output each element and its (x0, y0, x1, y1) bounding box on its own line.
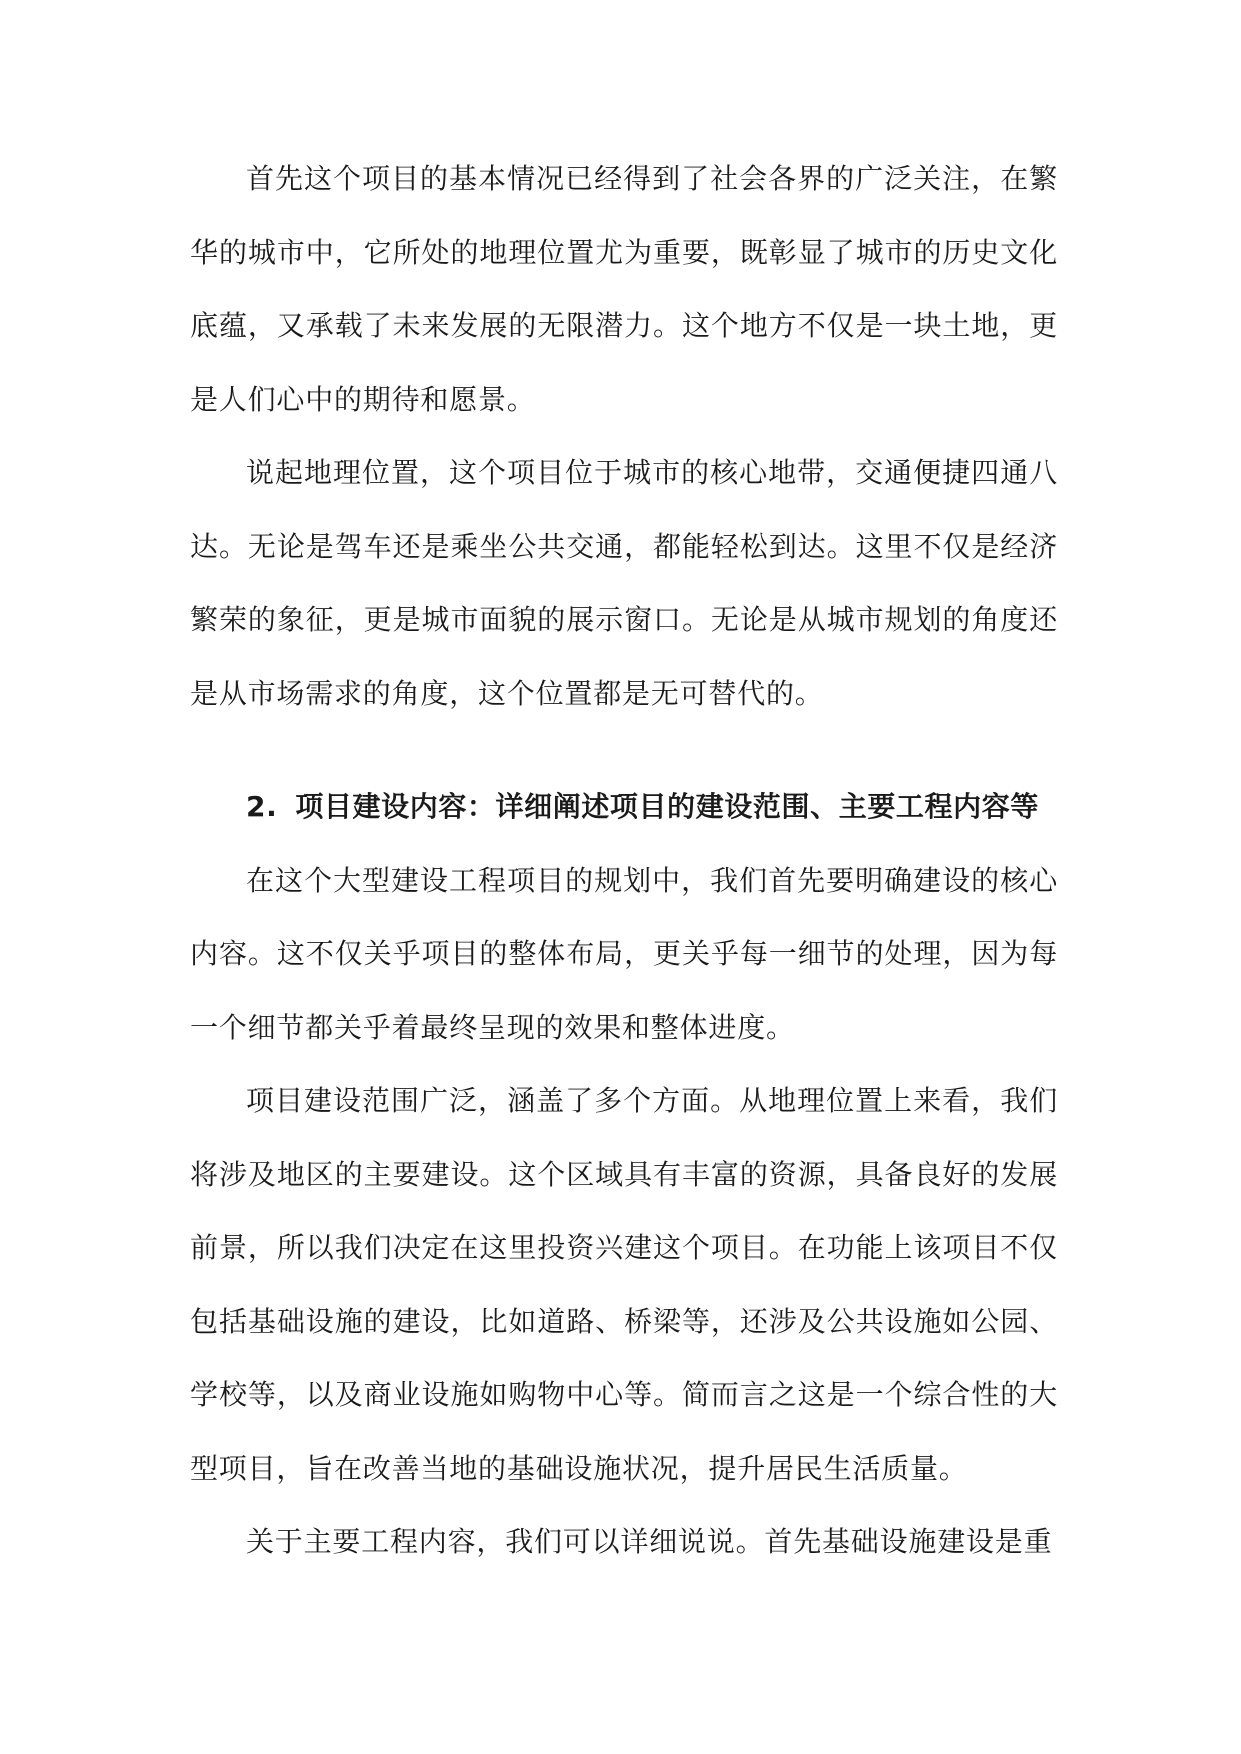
paragraph-construction-scope: 项目建设范围广泛，涵盖了多个方面。从地理位置上来看，我们将涉及地区的主要建设。这个区域具有丰富的资源，具备良好的发展前景，所以我们决定在这里投资兴建这个项目。在功能上该项目不仅包括基础设施的建设，比如道路、桥梁等，还涉及公共设施如公园、学校等，以及商业设施如购物中心等。简而言之这是一个综合性的大型项目，旨在改善当地的基础设施状况，提升居民生活质量。 (190, 1084, 1058, 1485)
section-title: 项目建设内容：详细阐述项目的建设范围、主要工程内容等 (295, 790, 1039, 823)
paragraph-core-content: 在这个大型建设工程项目的规划中，我们首先要明确建设的核心内容。这不仅关乎项目的整体布局，更关乎每一细节的处理，因为每一个细节都关乎着最终呈现的效果和整体进度。 (190, 863, 1058, 1044)
paragraph-project-overview: 首先这个项目的基本情况已经得到了社会各界的广泛关注，在繁华的城市中，它所处的地理位置尤为重要，既彰显了城市的历史文化底蕴，又承载了未来发展的无限潜力。这个地方不仅是一块土地，更是人们心中的期待和愿景。 (190, 162, 1058, 416)
section-number: 2. (246, 790, 278, 823)
paragraph-main-works: 关于主要工程内容，我们可以详细说说。首先基础设施建设是重 (246, 1525, 1053, 1558)
section-heading (190, 770, 1058, 844)
document-body (190, 142, 1058, 1579)
paragraph-location: 说起地理位置，这个项目位于城市的核心地带，交通便捷四通八达。无论是驾车还是乘坐公共交通，都能轻松到达。这里不仅是经济繁荣的象征，更是城市面貌的展示窗口。无论是从城市规划的角度还是从市场需求的角度，这个位置都是无可替代的。 (190, 456, 1058, 710)
